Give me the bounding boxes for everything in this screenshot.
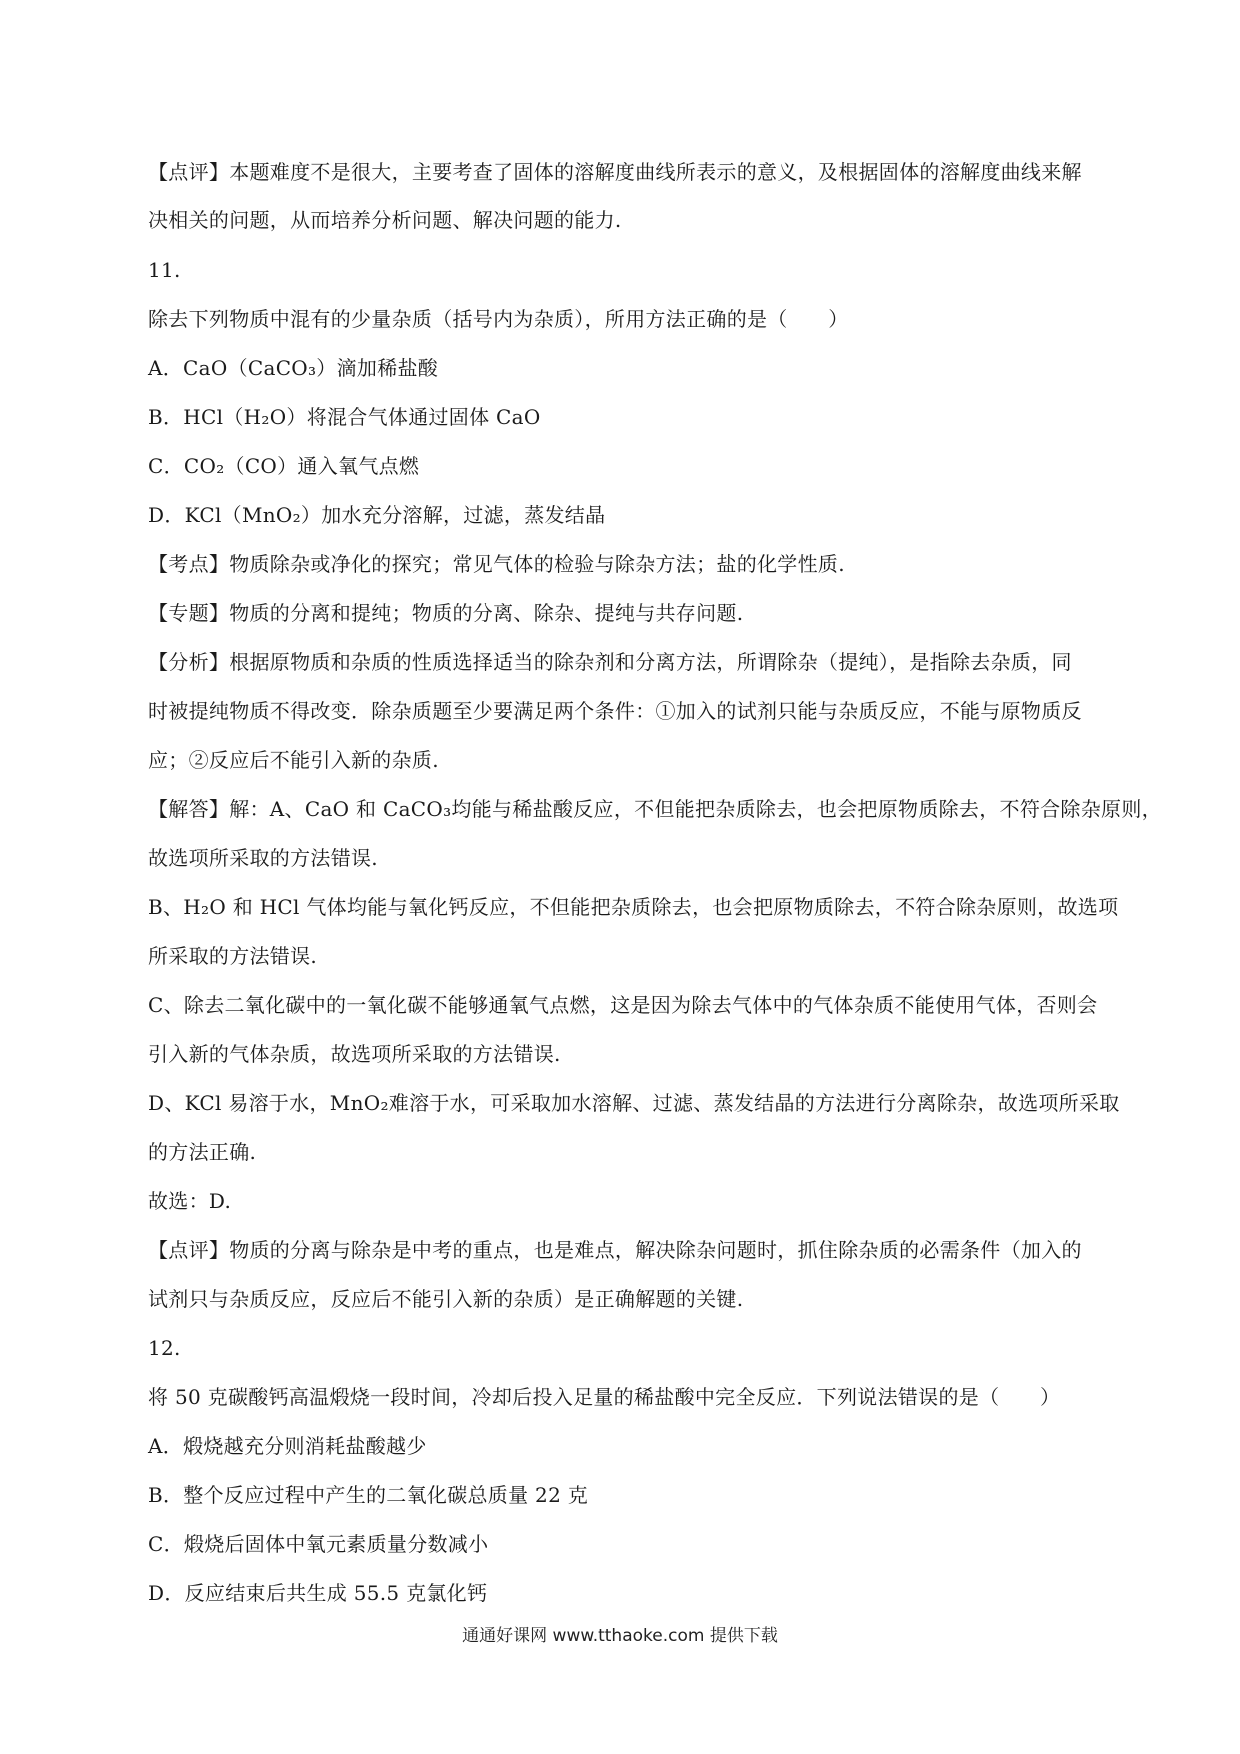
analysis-line-1: 【分析】根据原物质和杂质的性质选择适当的除杂剂和分离方法，所谓除杂（提纯），是指除去杂质，同 (148, 650, 1072, 674)
question-11-option-c: C．CO₂（CO）通入氧气点燃 (148, 454, 420, 478)
question-12-option-c: C．煅烧后固体中氧元素质量分数减小 (148, 1532, 489, 1556)
answer-line-5: C、除去二氧化碳中的一氧化碳不能够通氧气点燃，这是因为除去气体中的气体杂质不能使用气体，否则会 (148, 993, 1098, 1017)
question-12-option-d: D．反应结束后共生成 55.5 克氯化钙 (148, 1581, 488, 1605)
question-11-stem: 除去下列物质中混有的少量杂质（括号内为杂质），所用方法正确的是（ ） (148, 307, 849, 331)
analysis-line-2: 时被提纯物质不得改变．除杂质题至少要满足两个条件：①加入的试剂只能与杂质反应，不能与原物质反 (148, 699, 1082, 723)
answer-line-3: B、H₂O 和 HCl 气体均能与氧化钙反应，不但能把杂质除去，也会把原物质除去，不符合除杂原则，故选项 (148, 895, 1119, 919)
answer-line-6: 引入新的气体杂质，故选项所采取的方法错误. (148, 1042, 561, 1066)
analysis-line-3: 应；②反应后不能引入新的杂质. (148, 748, 439, 772)
question-12-stem: 将 50 克碳酸钙高温煅烧一段时间，冷却后投入足量的稀盐酸中完全反应．下列说法错误的是（ ） (148, 1385, 1061, 1409)
question-number-12: 12. (148, 1336, 181, 1360)
question-11-option-b: B．HCl（H₂O）将混合气体通过固体 CaO (148, 405, 541, 429)
key-point-line: 【考点】物质除杂或净化的探究；常见气体的检验与除杂方法；盐的化学性质. (148, 552, 845, 576)
comment-text-line-2: 决相关的问题，从而培养分析问题、解决问题的能力. (148, 208, 622, 232)
answer-line-2: 故选项所采取的方法错误. (148, 846, 378, 870)
comment-2-line-1: 【点评】物质的分离与除杂是中考的重点，也是难点，解决除杂问题时，抓住除杂质的必需条件（加入的 (148, 1238, 1082, 1262)
answer-line-7: D、KCl 易溶于水，MnO₂难溶于水，可采取加水溶解、过滤、蒸发结晶的方法进行分离除杂，故选项所采取 (148, 1091, 1120, 1115)
topic-line: 【专题】物质的分离和提纯；物质的分离、除杂、提纯与共存问题. (148, 601, 744, 625)
answer-line-4: 所采取的方法错误. (148, 944, 318, 968)
question-11-option-d: D．KCl（MnO₂）加水充分溶解，过滤，蒸发结晶 (148, 503, 606, 527)
question-12-option-b: B．整个反应过程中产生的二氧化碳总质量 22 克 (148, 1483, 589, 1507)
comment-2-line-2: 试剂只与杂质反应，反应后不能引入新的杂质）是正确解题的关键. (148, 1287, 744, 1311)
answer-line-8: 的方法正确. (148, 1140, 257, 1164)
page-footer: 通通好课网 www.tthaoke.com 提供下载 (462, 1626, 778, 1646)
comment-text-line-1: 【点评】本题难度不是很大，主要考查了固体的溶解度曲线所表示的意义，及根据固体的溶解度曲线来解 (148, 160, 1082, 184)
question-11-option-a: A．CaO（CaCO₃）滴加稀盐酸 (148, 356, 439, 380)
question-12-option-a: A．煅烧越充分则消耗盐酸越少 (148, 1434, 427, 1458)
answer-line-1: 【解答】解：A、CaO 和 CaCO₃均能与稀盐酸反应，不但能把杂质除去，也会把原物质除去，不符合除杂原则， (148, 797, 1162, 821)
question-number-11: 11. (148, 258, 181, 282)
final-choice-line: 故选：D. (148, 1189, 232, 1213)
